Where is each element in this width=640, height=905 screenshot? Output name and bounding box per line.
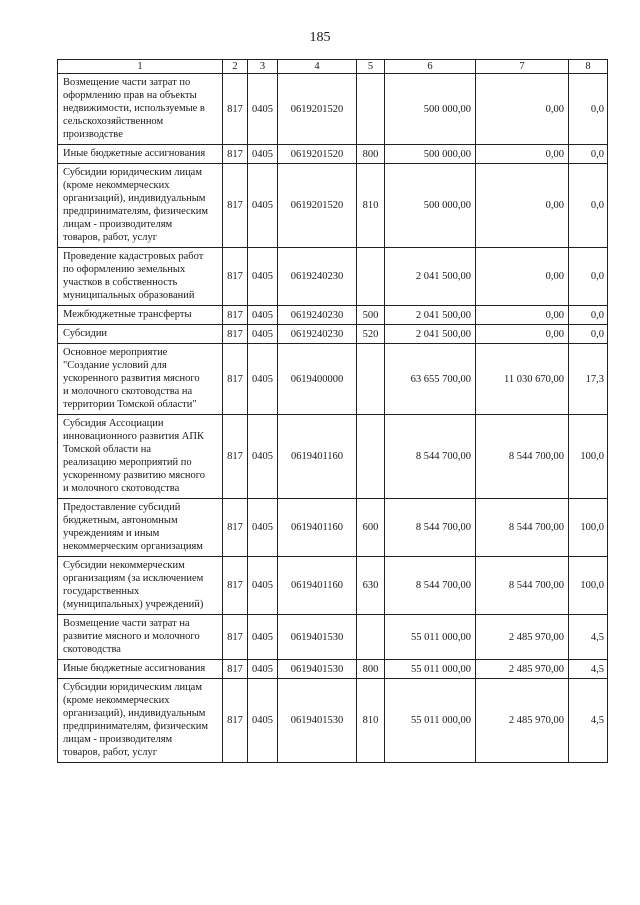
- cell-expense-type: 500: [357, 306, 385, 325]
- cell-name: Субсидии некоммерческим организациям (за исключением государственных (муниципальных) учреждений): [58, 557, 223, 615]
- cell-target-article: 0619201520: [278, 74, 357, 145]
- cell-executed-amount: 0,00: [476, 145, 569, 164]
- cell-expense-type: [357, 415, 385, 499]
- table-row: [58, 145, 608, 164]
- cell-section-code: 0405: [248, 325, 278, 344]
- cell-percent: 100,0: [569, 557, 608, 615]
- cell-target-article: 0619401160: [278, 557, 357, 615]
- cell-ministry-code: 817: [223, 615, 248, 660]
- cell-ministry-code: 817: [223, 145, 248, 164]
- table-row: [58, 660, 608, 679]
- cell-planned-amount: 8 544 700,00: [385, 499, 476, 557]
- header-cell-3: 3: [248, 60, 278, 74]
- cell-percent: 100,0: [569, 415, 608, 499]
- cell-section-code: 0405: [248, 415, 278, 499]
- cell-planned-amount: 63 655 700,00: [385, 344, 476, 415]
- cell-name: Проведение кадастровых работ по оформлению земельных участков в собственность муниципальных образований: [58, 248, 223, 306]
- cell-target-article: 0619240230: [278, 248, 357, 306]
- cell-name: Возмещение части затрат на развитие мясного и молочного скотоводства: [58, 615, 223, 660]
- header-row: [58, 60, 608, 74]
- cell-target-article: 0619240230: [278, 325, 357, 344]
- budget-table: [57, 59, 608, 763]
- cell-expense-type: 630: [357, 557, 385, 615]
- cell-percent: 17,3: [569, 344, 608, 415]
- cell-ministry-code: 817: [223, 679, 248, 763]
- cell-ministry-code: 817: [223, 557, 248, 615]
- cell-expense-type: 810: [357, 164, 385, 248]
- cell-ministry-code: 817: [223, 248, 248, 306]
- header-cell-8: 8: [569, 60, 608, 74]
- cell-expense-type: [357, 615, 385, 660]
- cell-section-code: 0405: [248, 74, 278, 145]
- cell-target-article: 0619240230: [278, 306, 357, 325]
- cell-ministry-code: 817: [223, 74, 248, 145]
- cell-planned-amount: 500 000,00: [385, 145, 476, 164]
- table-row: [58, 679, 608, 763]
- cell-percent: 0,0: [569, 306, 608, 325]
- table-row: [58, 499, 608, 557]
- cell-executed-amount: 0,00: [476, 325, 569, 344]
- cell-target-article: 0619401530: [278, 615, 357, 660]
- cell-section-code: 0405: [248, 145, 278, 164]
- cell-target-article: 0619201520: [278, 145, 357, 164]
- table-header: [58, 60, 608, 74]
- cell-percent: 0,0: [569, 74, 608, 145]
- cell-ministry-code: 817: [223, 325, 248, 344]
- header-cell-7: 7: [476, 60, 569, 74]
- cell-percent: 0,0: [569, 325, 608, 344]
- cell-ministry-code: 817: [223, 415, 248, 499]
- cell-expense-type: [357, 344, 385, 415]
- cell-executed-amount: 8 544 700,00: [476, 557, 569, 615]
- cell-name: Субсидия Ассоциации инновационного развития АПК Томской области на реализацию мероприятий по ускоренному развитию мясного и молочного скотоводства: [58, 415, 223, 499]
- cell-planned-amount: 55 011 000,00: [385, 660, 476, 679]
- cell-section-code: 0405: [248, 557, 278, 615]
- cell-section-code: 0405: [248, 164, 278, 248]
- table-row: [58, 557, 608, 615]
- header-cell-5: 5: [357, 60, 385, 74]
- cell-section-code: 0405: [248, 615, 278, 660]
- table-row: [58, 74, 608, 145]
- cell-expense-type: [357, 74, 385, 145]
- cell-target-article: 0619401160: [278, 499, 357, 557]
- cell-executed-amount: 11 030 670,00: [476, 344, 569, 415]
- table-row: [58, 306, 608, 325]
- cell-percent: 100,0: [569, 499, 608, 557]
- cell-executed-amount: 8 544 700,00: [476, 499, 569, 557]
- cell-planned-amount: 2 041 500,00: [385, 325, 476, 344]
- cell-target-article: 0619401530: [278, 660, 357, 679]
- cell-planned-amount: 8 544 700,00: [385, 557, 476, 615]
- cell-expense-type: 810: [357, 679, 385, 763]
- cell-planned-amount: 55 011 000,00: [385, 679, 476, 763]
- cell-ministry-code: 817: [223, 660, 248, 679]
- cell-name: Субсидии юридическим лицам (кроме некоммерческих организаций), индивидуальным предпринимателям, физическим лицам - производителям товаров, работ, услуг: [58, 679, 223, 763]
- cell-target-article: 0619401160: [278, 415, 357, 499]
- cell-planned-amount: 8 544 700,00: [385, 415, 476, 499]
- header-cell-6: 6: [385, 60, 476, 74]
- table-row: [58, 615, 608, 660]
- cell-percent: 0,0: [569, 145, 608, 164]
- table-body: [58, 74, 608, 763]
- cell-name: Возмещение части затрат по оформлению прав на объекты недвижимости, используемые в сельскохозяйственном производстве: [58, 74, 223, 145]
- cell-name: Иные бюджетные ассигнования: [58, 145, 223, 164]
- cell-executed-amount: 2 485 970,00: [476, 660, 569, 679]
- cell-executed-amount: 0,00: [476, 74, 569, 145]
- cell-section-code: 0405: [248, 248, 278, 306]
- header-cell-2: 2: [223, 60, 248, 74]
- cell-section-code: 0405: [248, 660, 278, 679]
- cell-target-article: 0619401530: [278, 679, 357, 763]
- cell-planned-amount: 2 041 500,00: [385, 248, 476, 306]
- cell-target-article: 0619201520: [278, 164, 357, 248]
- cell-percent: 4,5: [569, 660, 608, 679]
- cell-name: Субсидии: [58, 325, 223, 344]
- cell-name: Межбюджетные трансферты: [58, 306, 223, 325]
- cell-ministry-code: 817: [223, 344, 248, 415]
- cell-executed-amount: 0,00: [476, 306, 569, 325]
- table-row: [58, 325, 608, 344]
- cell-section-code: 0405: [248, 344, 278, 415]
- table-row: [58, 415, 608, 499]
- cell-planned-amount: 500 000,00: [385, 74, 476, 145]
- header-cell-1: 1: [58, 60, 223, 74]
- cell-percent: 4,5: [569, 615, 608, 660]
- cell-percent: 4,5: [569, 679, 608, 763]
- cell-ministry-code: 817: [223, 499, 248, 557]
- cell-planned-amount: 55 011 000,00: [385, 615, 476, 660]
- cell-executed-amount: 0,00: [476, 248, 569, 306]
- cell-section-code: 0405: [248, 679, 278, 763]
- cell-expense-type: 520: [357, 325, 385, 344]
- cell-name: Основное мероприятие "Создание условий для ускоренного развития мясного и молочного скотоводства на территории Томской области": [58, 344, 223, 415]
- cell-name: Предоставление субсидий бюджетным, автономным учреждениям и иным некоммерческим организациям: [58, 499, 223, 557]
- table-row: [58, 248, 608, 306]
- cell-target-article: 0619400000: [278, 344, 357, 415]
- cell-ministry-code: 817: [223, 164, 248, 248]
- cell-expense-type: 800: [357, 660, 385, 679]
- cell-ministry-code: 817: [223, 306, 248, 325]
- table-row: [58, 164, 608, 248]
- header-cell-4: 4: [278, 60, 357, 74]
- cell-section-code: 0405: [248, 499, 278, 557]
- cell-percent: 0,0: [569, 248, 608, 306]
- cell-executed-amount: 2 485 970,00: [476, 615, 569, 660]
- cell-executed-amount: 8 544 700,00: [476, 415, 569, 499]
- cell-name: Иные бюджетные ассигнования: [58, 660, 223, 679]
- cell-planned-amount: 500 000,00: [385, 164, 476, 248]
- cell-executed-amount: 2 485 970,00: [476, 679, 569, 763]
- cell-percent: 0,0: [569, 164, 608, 248]
- table-row: [58, 344, 608, 415]
- page-number: 185: [309, 30, 331, 45]
- cell-section-code: 0405: [248, 306, 278, 325]
- cell-expense-type: [357, 248, 385, 306]
- cell-name: Субсидии юридическим лицам (кроме некоммерческих организаций), индивидуальным предпринимателям, физическим лицам - производителям товаров, работ, услуг: [58, 164, 223, 248]
- cell-executed-amount: 0,00: [476, 164, 569, 248]
- cell-expense-type: 600: [357, 499, 385, 557]
- cell-expense-type: 800: [357, 145, 385, 164]
- cell-planned-amount: 2 041 500,00: [385, 306, 476, 325]
